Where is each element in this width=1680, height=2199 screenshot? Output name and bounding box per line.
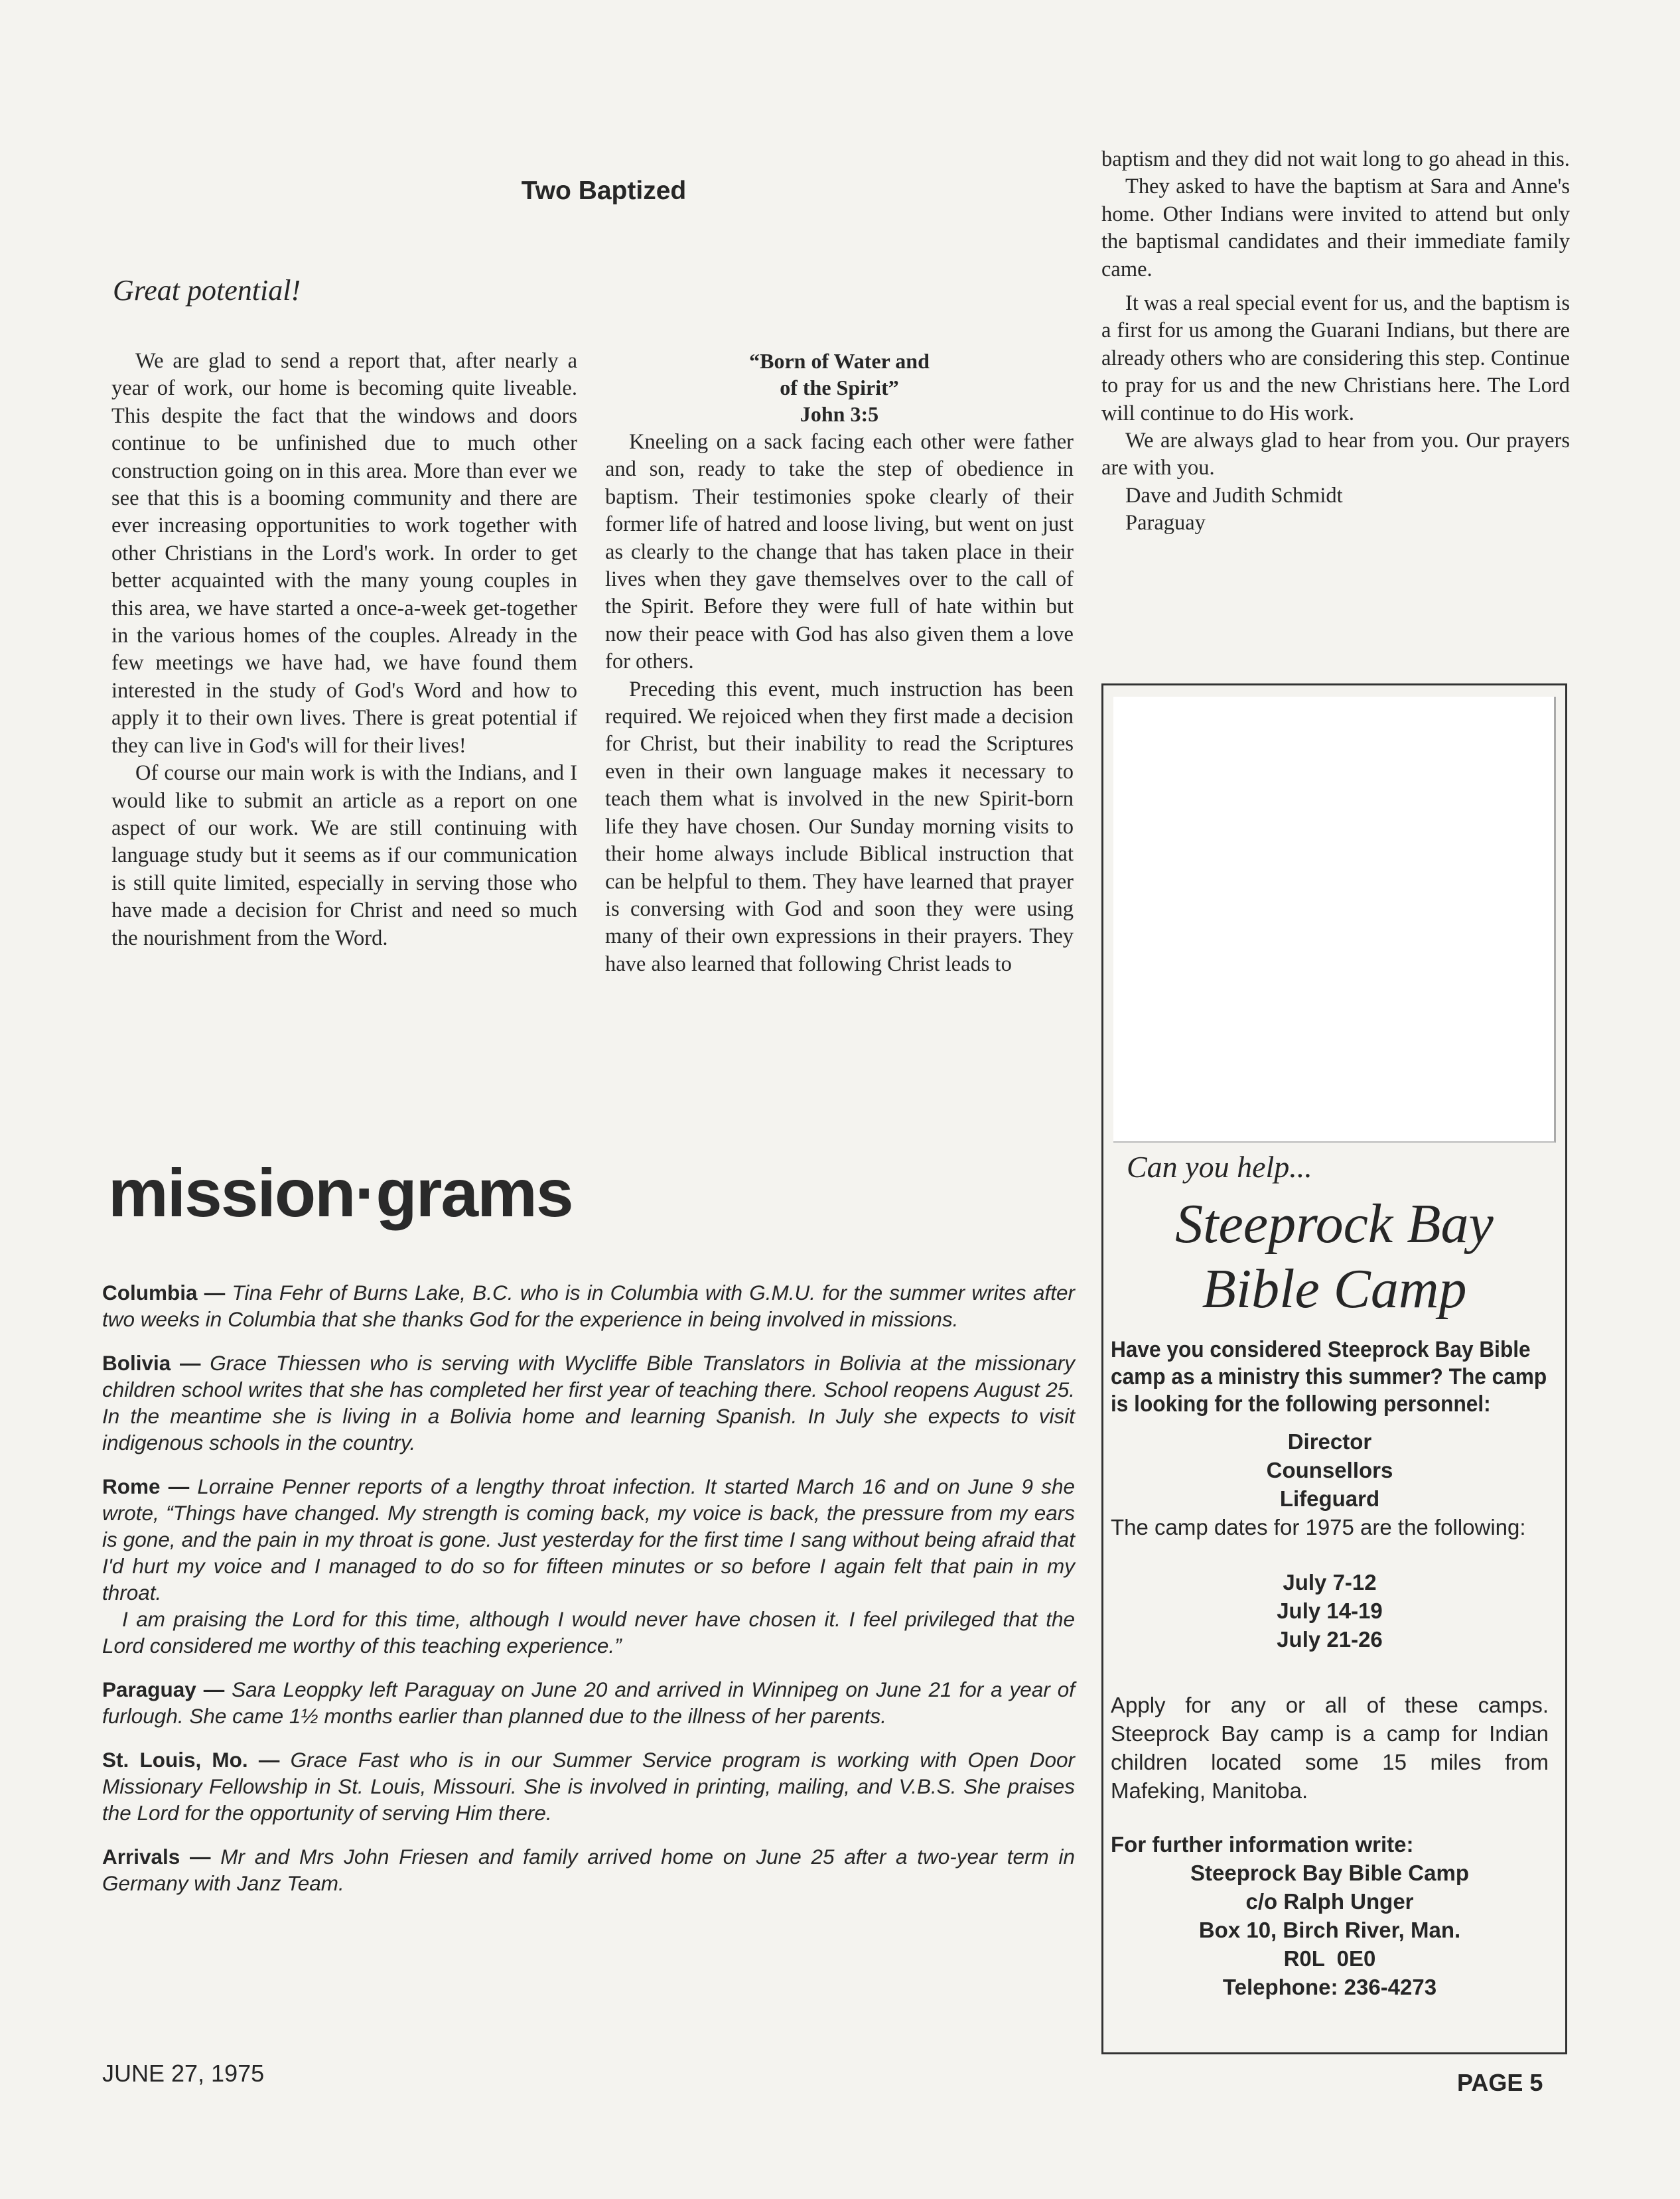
role-item: Director — [1287, 1429, 1372, 1454]
address-line: c/o Ralph Unger — [1245, 1889, 1414, 1914]
missiongram-place: Arrivals — — [102, 1845, 211, 1869]
date-item: July 21-26 — [1277, 1627, 1383, 1652]
missiongram-item — [102, 1473, 1075, 1659]
article-title: Two Baptized — [521, 177, 687, 205]
ad-dates-intro: The camp dates for 1975 are the following: — [1111, 1515, 1526, 1539]
missiongram-text-continued: I am praising the Lord for this time, although I would never have chosen it. I feel privileged that the Lord considered me worthy of this teaching experience.” — [102, 1607, 1075, 1658]
ad-contact-heading: For further information write: — [1111, 1832, 1414, 1857]
article-paragraph: We are glad to send a report that, after nearly a year of work, our home is becoming quite liveable. This despite the fact that the windows and doors continue to be unfinished due to much other construction going on in this area. More than ever we see that this is a booming community and there are ever increasing opportunities to work together with other Christians in the Lord's work. In order to get better acquainted with the many young couples in this area, we have started a once-a-week get-together in the various homes of the couples. Already in the few meetings we have had, we have found them interested in the study of God's Word and how to apply it to their own lives. There is great potential if they can live in God's will for their lives! — [111, 349, 577, 758]
missiongram-place: Bolivia — — [102, 1351, 201, 1375]
article-paragraph: Of course our main work is with the Indians, and I would like to submit an article as a report on one aspect of our work. We are still continuing with language study but it seems as if our communication is still quite limited, especially in serving those who have made a decision for Christ and need so much the nourishment from the Word. — [111, 761, 577, 950]
missiongram-item — [102, 1350, 1075, 1456]
article-paragraph: baptism and they did not wait long to go ahead in this. — [1101, 147, 1570, 171]
ad-dates — [1111, 1568, 1549, 1654]
missiongram-text: Grace Thiessen who is serving with Wycliffe Bible Translators in Bolivia at the missionary children school writes that she has completed her first year of teaching there. School reopens August 25. In the meantime she is living in a Bolivia home and learning Spanish. In July she expects to visit indigenous schools in the country. — [102, 1351, 1075, 1454]
verse-line: John 3:5 — [800, 402, 879, 426]
article-paragraph: Preceding this event, much instruction has been required. We rejoiced when they first made a decision for Christ, but their inability to read the Scriptures even in their own language makes it necessary to teach them what is involved in the new Spirit-born life they have chosen. Our Sunday morning visits to their home always include Biblical instruction that can be helpful to them. They have learned that prayer is conversing with God and soon they were using many of their own expressions in their prayers. They have also learned that following Christ leads to — [605, 677, 1074, 976]
missiongram-place: Paraguay — — [102, 1677, 225, 1701]
article-column-3 — [1101, 146, 1570, 537]
missiongram-item — [102, 1843, 1075, 1896]
missiongram-text: Mr and Mrs John Friesen and family arrived home on June 25 after a two-year term in Germany with Janz Team. — [102, 1845, 1076, 1895]
ad-body — [1111, 1336, 1549, 2001]
article-column-1 — [111, 348, 577, 952]
address-line: Steeprock Bay Bible Camp — [1190, 1861, 1469, 1885]
article-paragraph: They asked to have the baptism at Sara and Anne's home. Other Indians were invited to attend but only the baptismal candidates and their immediate family came. — [1101, 175, 1570, 281]
camp-name-line: Steeprock Bay — [1175, 1193, 1494, 1255]
address-line: Box 10, Birch River, Man. — [1198, 1918, 1461, 1942]
date-item: July 14-19 — [1277, 1598, 1383, 1623]
page-number: PAGE 5 — [1457, 2069, 1543, 2096]
missiongrams-title: mission·grams — [108, 1155, 573, 1231]
ad-roles — [1111, 1427, 1549, 1513]
article-paragraph: It was a real special event for us, and the baptism is a first for us among the Guarani Indians, but there are already others who are considering this step. Continue to pray for us and the new Christians here. The Lord will continue to do His work. — [1101, 291, 1570, 425]
verse-line: “Born of Water and — [749, 349, 930, 373]
missiongram-text: Sara Leoppky left Paraguay on June 20 and arrived in Winnipeg on June 21 for a year of furlough. She came 1½ months earlier than planned due to the illness of her parents. — [102, 1677, 1075, 1728]
missiongrams-list — [102, 1279, 1075, 1914]
missiongram-place: Columbia — — [102, 1281, 226, 1305]
missiongram-item — [102, 1676, 1075, 1729]
article-paragraph: We are always glad to hear from you. Our prayers are with you. — [1101, 429, 1570, 480]
footer-date: JUNE 27, 1975 — [102, 2060, 265, 2087]
ad-question: Have you considered Steeprock Bay Bible camp as a ministry this summer? The camp is looking for the following personnel: — [1111, 1337, 1547, 1417]
ad-apply-text: Apply for any or all of these camps. Steeprock Bay camp is a camp for Indian children located some 15 miles from Mafeking, Manitoba. — [1111, 1693, 1549, 1803]
missiongram-place: St. Louis, Mo. — — [102, 1748, 280, 1772]
missiongram-text: Tina Fehr of Burns Lake, B.C. who is in Columbia with G.M.U. for the summer writes after two weeks in Columbia that she thanks God for the experience in being involved in missions. — [102, 1281, 1075, 1331]
missiongram-item — [102, 1746, 1075, 1826]
missiongram-text: Lorraine Penner reports of a lengthy throat infection. It started March 16 and on June 9 she wrote, “Things have changed. My strength is coming back, my voice is back, the pressure from my ears is gone, and the pain in my throat is gone. Just yesterday for the first time I sang without being afraid that I'd hurt my voice and I managed to do so for fifteen minutes or so before I again felt that pain in my throat. — [102, 1474, 1075, 1604]
article-subhead: Great potential! — [113, 274, 301, 307]
address-postal-code: R0L 0E0 — [1283, 1946, 1376, 1971]
role-item: Counsellors — [1266, 1458, 1393, 1482]
ad-tagline: Can you help... — [1127, 1150, 1312, 1184]
missiongram-text: Grace Fast who is in our Summer Service program is working with Open Door Missionary Fellowship in St. Louis, Missouri. She is involved in printing, mailing, and V.B.S. She praises the Lord for the opportunity of serving Him there. — [102, 1748, 1075, 1825]
missiongram-place: Rome — — [102, 1474, 190, 1498]
scripture-reference — [605, 348, 1074, 427]
signature-location: Paraguay — [1125, 511, 1206, 535]
camp-name — [1101, 1192, 1567, 1322]
article-paragraph: Kneeling on a sack facing each other were father and son, ready to take the step of obedience in baptism. Their testimonies spoke clearly of their former life of hatred and loose living, but went on just as clearly to the change that has taken place in their lives when they gave themselves over to the call of the Spirit. Before they were full of hate within but now their peace with God has also given them a love for others. — [605, 430, 1074, 674]
signature-names: Dave and Judith Schmidt — [1125, 483, 1343, 508]
article-column-2 — [605, 348, 1074, 978]
verse-line: of the Spirit” — [780, 376, 899, 399]
address-telephone: Telephone: 236-4273 — [1222, 1975, 1437, 1999]
advertisement-photo-placeholder — [1113, 697, 1556, 1143]
date-item: July 7-12 — [1283, 1570, 1377, 1595]
role-item: Lifeguard — [1279, 1486, 1380, 1511]
camp-name-line: Bible Camp — [1202, 1258, 1467, 1320]
ad-contact — [1111, 1830, 1549, 2001]
missiongram-item — [102, 1279, 1075, 1332]
